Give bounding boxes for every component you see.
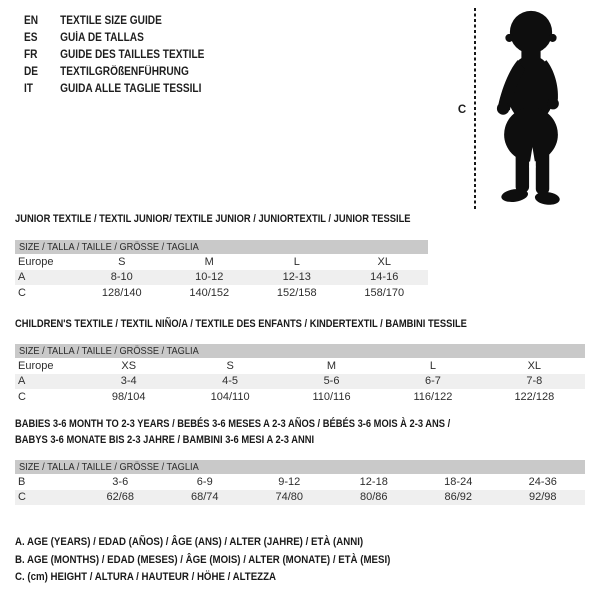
size-cell: 128/140 <box>101 286 142 299</box>
size-cell: 18-24 <box>444 475 473 488</box>
language-code: EN <box>24 14 39 27</box>
size-cell: M <box>326 359 337 372</box>
section-title: JUNIOR TEXTILE / TEXTIL JUNIOR/ TEXTILE JUNIOR / JUNIORTEXTIL / JUNIOR TESSILE <box>15 213 411 225</box>
section-title: BABIES 3-6 MONTH TO 2-3 YEARS / BEBÉS 3-6 MESES A 2-3 AÑOS / BÉBÉS 3-6 MOIS À 2-3 ANS / <box>15 418 451 430</box>
size-cell: 104/110 <box>210 390 250 403</box>
size-cell: 74/80 <box>275 491 304 504</box>
size-cell: XS <box>121 359 137 372</box>
legend-line: C. (cm) HEIGHT / ALTURA / HAUTEUR / HÖHE / ALTEZZA <box>15 571 277 583</box>
size-cell: 98/104 <box>111 390 146 403</box>
size-table <box>15 254 428 301</box>
size-cell: 80/86 <box>359 491 388 504</box>
row-label: A <box>18 375 26 388</box>
table-row <box>15 490 585 506</box>
language-row <box>24 46 204 63</box>
size-header-bar <box>15 344 585 358</box>
row-label: C <box>18 390 26 403</box>
language-code: FR <box>24 48 38 61</box>
size-cell: 86/92 <box>444 491 473 504</box>
size-cell: 68/74 <box>190 491 219 504</box>
size-cell: 140/152 <box>189 286 230 299</box>
guide-title: GUIDA ALLE TAGLIE TESSILI <box>60 82 202 95</box>
height-dashed-line <box>474 8 476 209</box>
size-cell: 10-12 <box>195 271 224 284</box>
language-row <box>24 63 204 80</box>
size-cell: S <box>118 255 126 268</box>
baby-silhouette-icon <box>483 6 579 209</box>
section-title: BABYS 3-6 MONATE BIS 2-3 JAHRE / BAMBINI 3-6 MESI A 2-3 ANNI <box>15 433 315 446</box>
legend-line: A. AGE (YEARS) / EDAD (AÑOS) / ÂGE (ANS) / ALTER (JAHRE) / ETÀ (ANNI) <box>15 536 364 548</box>
language-row <box>24 80 204 97</box>
measurement-legend <box>15 534 442 587</box>
size-cell: 8-10 <box>110 271 133 284</box>
size-cell: L <box>293 255 300 268</box>
size-cell: 158/170 <box>364 286 405 299</box>
size-cell: 4-5 <box>222 375 239 388</box>
junior-table-section <box>15 213 428 301</box>
legend-line: B. AGE (MONTHS) / EDAD (MESES) / ÂGE (MOIS) / ALTER (MONATE) / ETÀ (MESI) <box>15 553 391 566</box>
size-cell: XL <box>527 359 542 372</box>
size-cell: 110/116 <box>312 390 351 403</box>
size-cell: M <box>204 255 214 268</box>
table-row <box>15 254 428 270</box>
section-title: CHILDREN'S TEXTILE / TEXTIL NIÑO/A / TEXTILE DES ENFANTS / KINDERTEXTIL / BAMBINI TESSILE <box>15 318 467 330</box>
size-cell: 5-6 <box>323 375 340 388</box>
table-row <box>15 358 585 374</box>
height-marker-label: C <box>457 104 467 116</box>
size-cell: S <box>226 359 234 372</box>
guide-title: GUIDE DES TAILLES TEXTILE <box>60 48 205 61</box>
language-row <box>24 12 204 29</box>
babies-table-section <box>15 417 585 505</box>
size-cell: 6-7 <box>424 375 441 388</box>
guide-title: GUÍA DE TALLAS <box>60 31 144 44</box>
row-label: B <box>18 475 26 488</box>
size-header-bar <box>15 460 585 474</box>
size-header-label: SIZE / TALLA / TAILLE / GRÖSSE / TAGLIA <box>19 461 199 473</box>
language-title-list <box>24 12 229 97</box>
table-row <box>15 389 585 405</box>
size-cell: 122/128 <box>514 390 555 403</box>
size-cell: L <box>429 359 436 372</box>
size-table <box>15 358 585 405</box>
guide-title: TEXTILGRÖßENFÜHRUNG <box>60 65 189 78</box>
row-label: Europe <box>18 255 54 268</box>
row-label: C <box>18 286 26 299</box>
size-cell: 7-8 <box>526 375 543 388</box>
guide-title: TEXTILE SIZE GUIDE <box>60 14 162 27</box>
size-header-label: SIZE / TALLA / TAILLE / GRÖSSE / TAGLIA <box>19 241 199 253</box>
row-label: Europe <box>18 359 54 372</box>
size-header-label: SIZE / TALLA / TAILLE / GRÖSSE / TAGLIA <box>19 345 199 357</box>
size-cell: 152/158 <box>276 286 317 299</box>
language-code: DE <box>24 65 39 78</box>
size-header-bar <box>15 240 428 254</box>
size-cell: 14-16 <box>370 271 399 284</box>
size-cell: 9-12 <box>278 475 301 488</box>
children-table-section <box>15 318 585 405</box>
size-cell: 116/122 <box>413 390 453 403</box>
size-cell: 92/98 <box>528 491 557 504</box>
table-row <box>15 270 428 286</box>
size-cell: 3-6 <box>112 475 129 488</box>
row-label: A <box>18 271 26 284</box>
table-row <box>15 285 428 301</box>
table-row <box>15 474 585 490</box>
size-table <box>15 474 585 505</box>
table-row <box>15 374 585 390</box>
size-cell: 24-36 <box>528 475 557 488</box>
size-cell: 6-9 <box>196 475 213 488</box>
size-cell: 62/68 <box>106 491 135 504</box>
size-cell: 12-13 <box>282 271 311 284</box>
size-cell: 12-18 <box>359 475 388 488</box>
size-cell: 3-4 <box>120 375 137 388</box>
language-row <box>24 29 204 46</box>
language-code: ES <box>24 31 38 44</box>
language-code: IT <box>24 82 34 95</box>
row-label: C <box>18 491 26 504</box>
size-cell: XL <box>377 255 391 268</box>
